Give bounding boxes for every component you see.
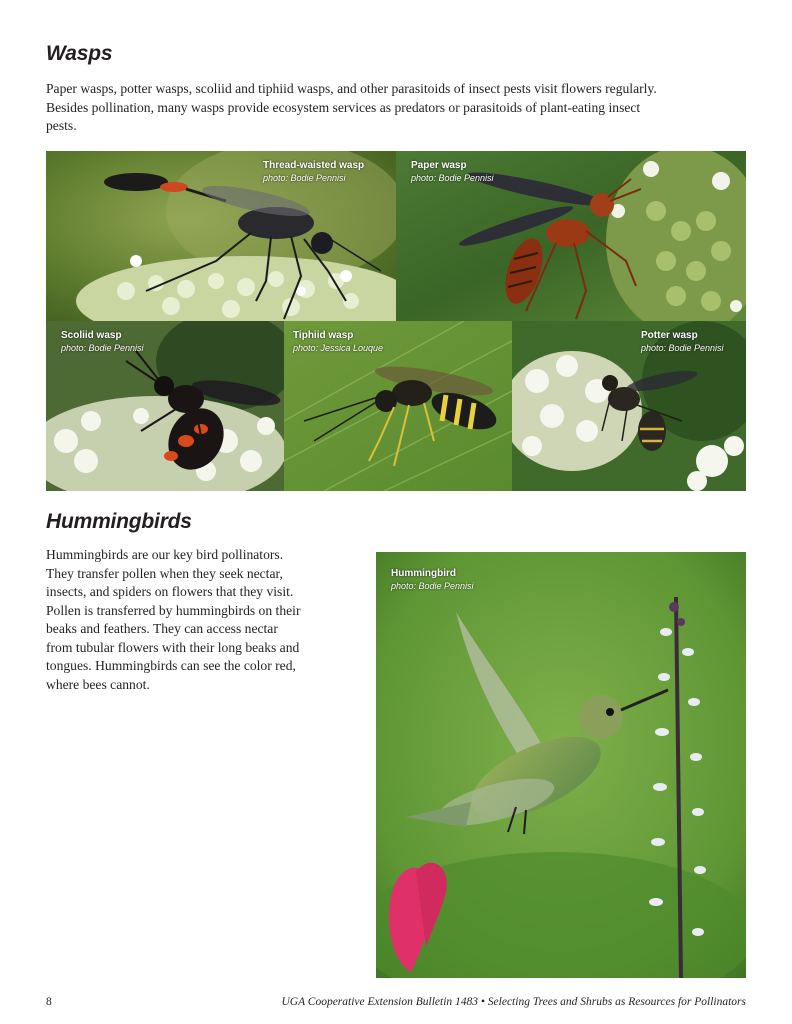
footer-text: UGA Cooperative Extension Bulletin 1483 • Selecting Trees and Shrubs as Resources for Pollinators [281,996,746,1008]
photo-thread-waisted-wasp [46,151,396,321]
text-line: where bees cannot. [46,676,150,692]
photo-paper-wasp [396,151,746,321]
wasps-paragraph [46,80,756,136]
text-line: Paper wasps, potter wasps, scoliid and tiphiid wasps, and other parasitoids of insect pests visit flowers regularly. [46,81,657,96]
hummingbirds-paragraph [46,546,366,694]
photo-caption [641,329,724,354]
photo-credit: photo: Bodie Pennisi [391,581,474,591]
photo-credit: photo: Bodie Pennisi [411,173,494,183]
text-line: tongues. Hummingbirds can see the color red, [46,658,296,673]
photo-caption [293,329,383,354]
text-line: beaks and feathers. They can access nectar [46,621,278,636]
photo-credit: photo: Bodie Pennisi [61,343,144,353]
photo-caption [411,159,494,184]
photo-potter-wasp [512,321,746,491]
text-line: Pollen is transferred by hummingbirds on their [46,602,301,618]
photo-credit: photo: Bodie Pennisi [641,343,724,353]
photo-title: Hummingbird [391,568,456,579]
photo-title: Potter wasp [641,330,698,341]
photo-caption [61,329,144,354]
photo-title: Paper wasp [411,160,467,171]
text-line: from tubular flowers with their long beaks and [46,639,300,655]
page-number: 8 [46,996,52,1008]
hummingbird-image [376,552,746,978]
photo-title: Scoliid wasp [61,330,122,341]
page-footer [46,996,746,1012]
hummingbirds-heading: Hummingbirds [46,510,192,533]
photo-caption [263,159,364,184]
text-line: Besides pollination, many wasps provide ecosystem services as predators or parasitoids of plant-eating insect [46,99,641,115]
photo-caption [391,567,474,592]
text-line: insects, and spiders on flowers that they visit. [46,584,294,599]
photo-tiphiid-wasp [284,321,512,491]
photo-title: Tiphiid wasp [293,330,354,341]
text-line: pests. [46,118,77,133]
photo-hummingbird [376,552,746,978]
photo-credit: photo: Jessica Louque [293,343,384,353]
text-line: They transfer pollen when they seek nectar, [46,565,283,581]
photo-scoliid-wasp [46,321,284,491]
photo-credit: photo: Bodie Pennisi [263,173,346,183]
photo-title: Thread-waisted wasp [263,160,365,171]
wasps-heading: Wasps [46,42,113,65]
text-line: Hummingbirds are our key bird pollinators. [46,547,284,562]
